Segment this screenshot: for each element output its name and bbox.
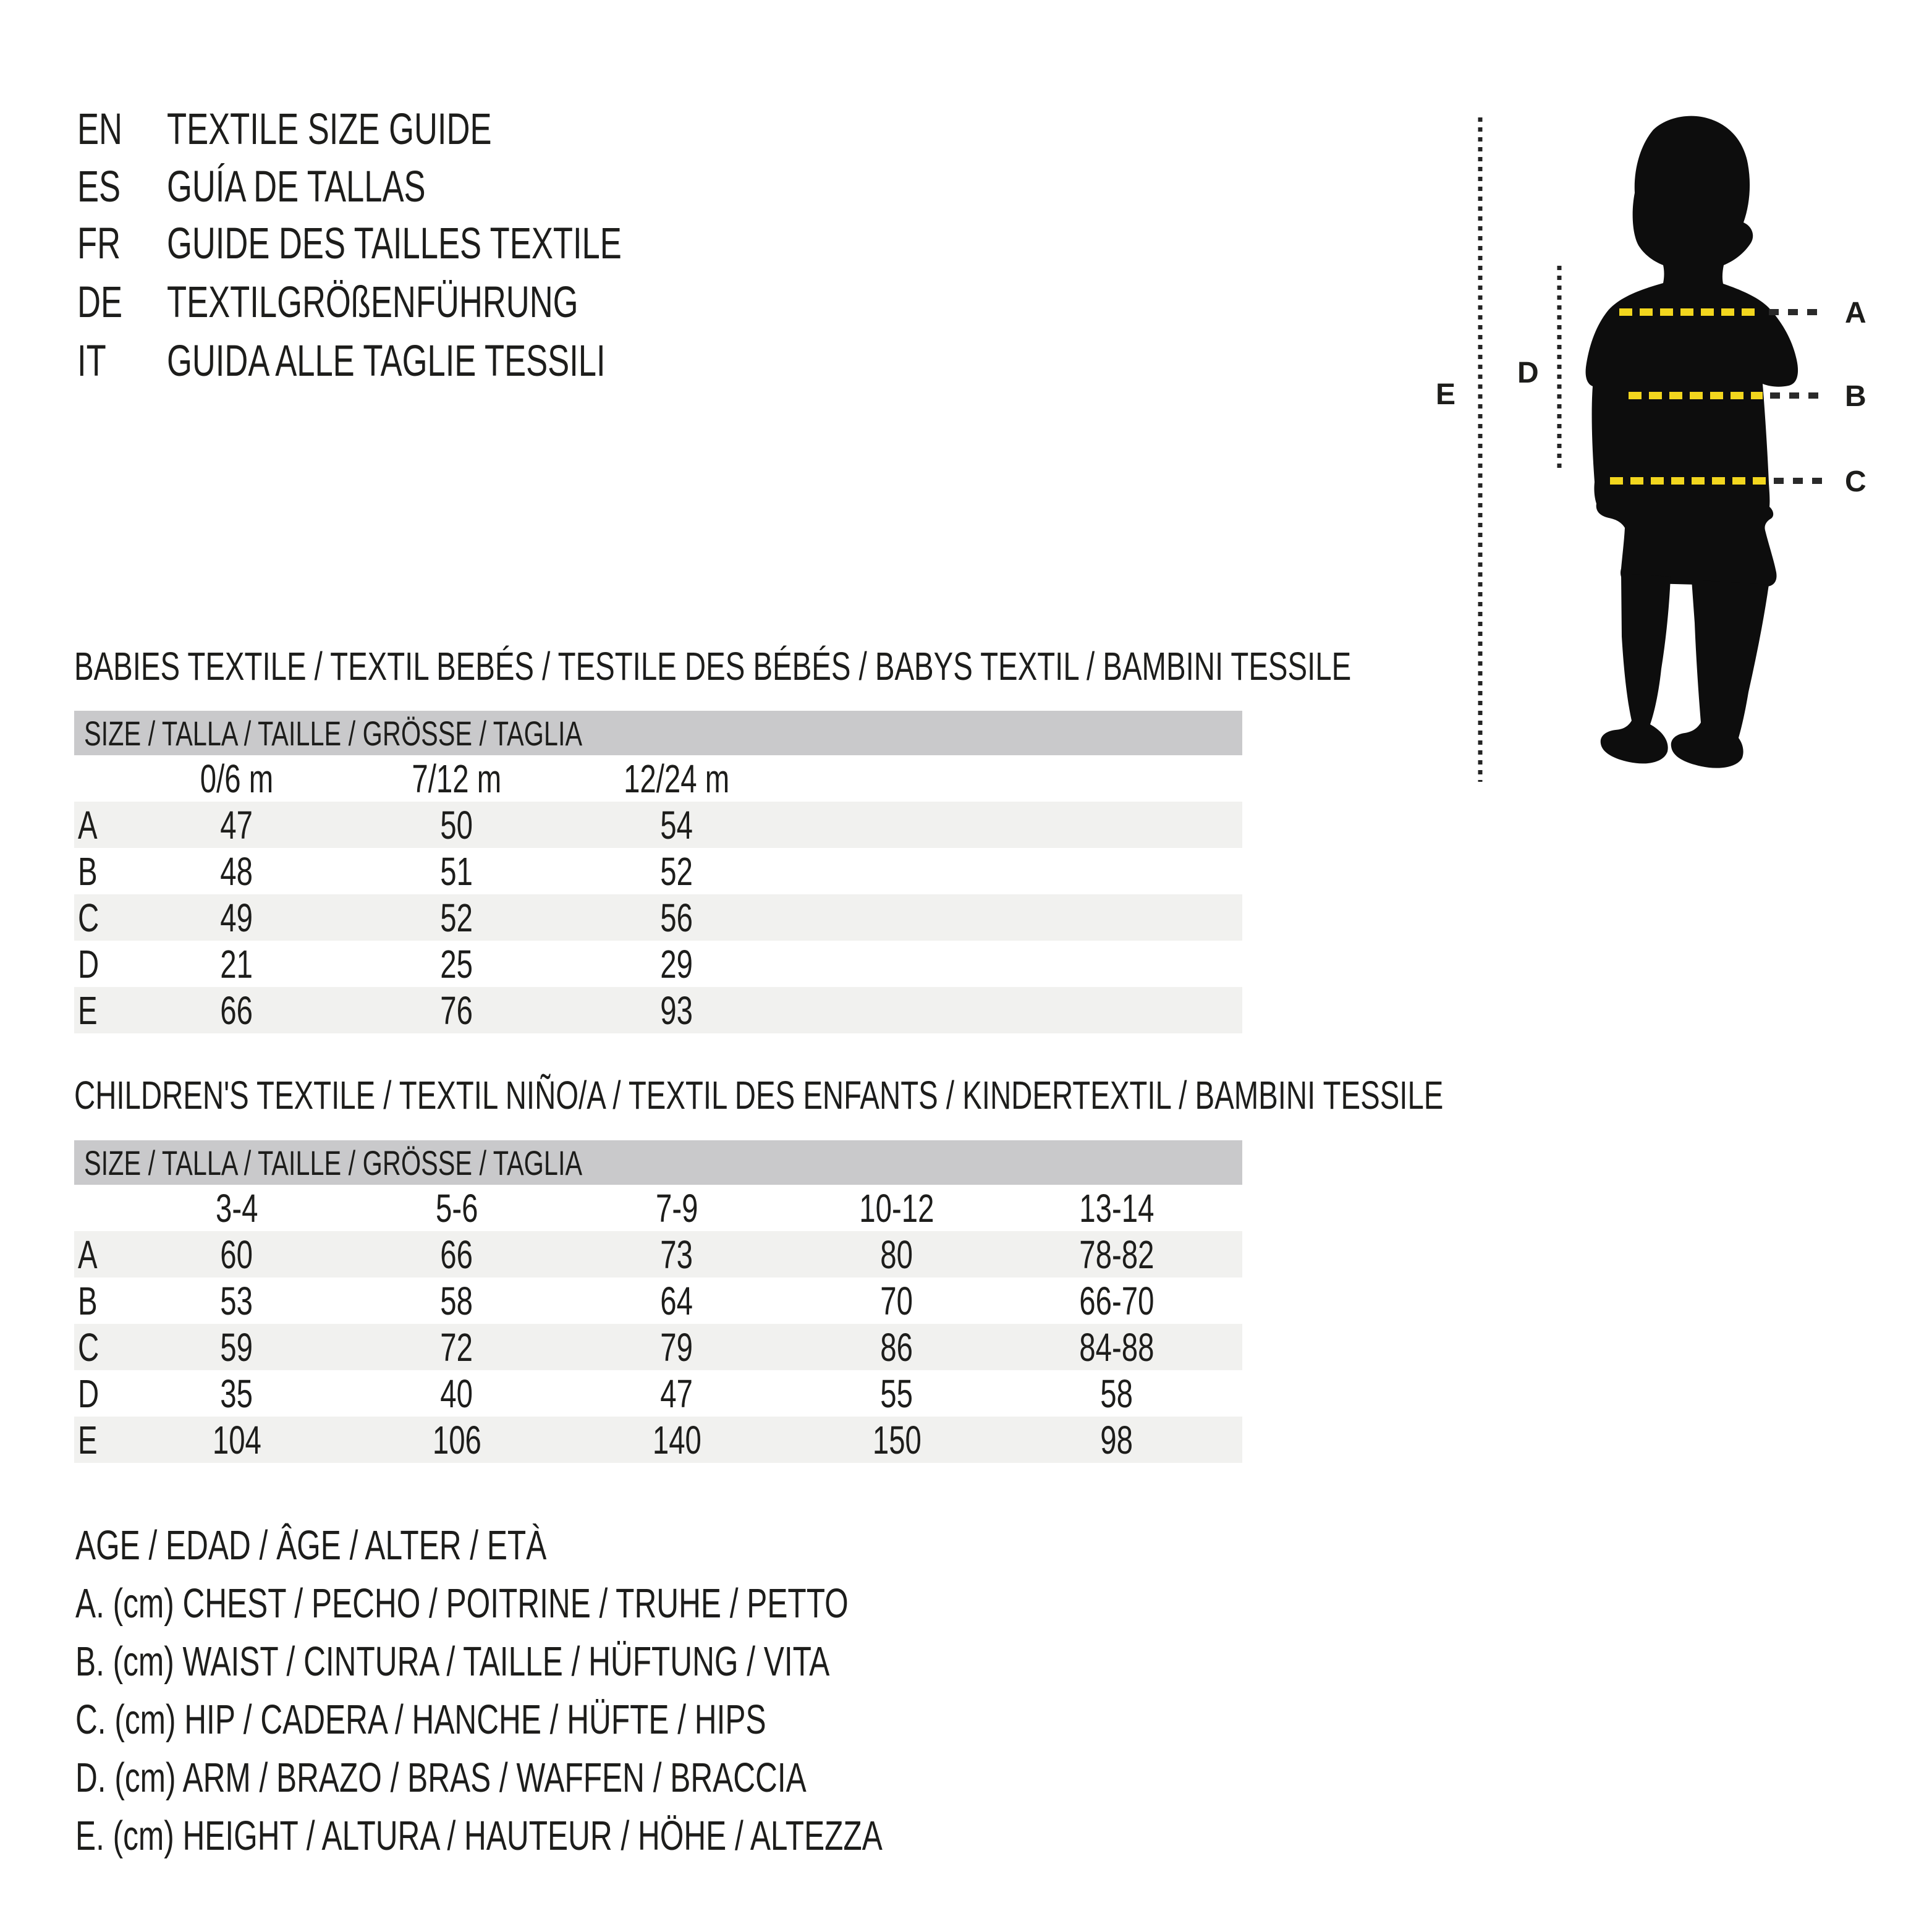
table-row bbox=[74, 802, 1242, 848]
table-cell: 70 bbox=[880, 1278, 913, 1323]
row-label: A bbox=[78, 802, 98, 847]
table-cell: 21 bbox=[220, 941, 253, 986]
column-header: 13-14 bbox=[1079, 1185, 1155, 1231]
table-cell: 76 bbox=[440, 988, 473, 1033]
babies-size-header-bar: SIZE / TALLA / TAILLE / GRÖSSE / TAGLIA bbox=[74, 711, 1242, 755]
legend-line-age: AGE / EDAD / ÂGE / ALTER / ETÀ bbox=[75, 1522, 547, 1569]
children-size-header-bar: SIZE / TALLA / TAILLE / GRÖSSE / TAGLIA bbox=[74, 1140, 1242, 1185]
hip-label: C bbox=[1845, 465, 1866, 498]
table-cell: 93 bbox=[660, 988, 693, 1033]
table-cell: 52 bbox=[440, 895, 473, 940]
height-label: E bbox=[1436, 378, 1456, 411]
row-label: B bbox=[78, 1278, 98, 1323]
waist-label: B bbox=[1845, 380, 1866, 413]
table-cell: 66 bbox=[440, 1232, 473, 1277]
lang-row-de bbox=[0, 273, 1360, 332]
silhouette-body bbox=[1586, 116, 1799, 587]
table-cell: 72 bbox=[440, 1324, 473, 1370]
table-cell: 104 bbox=[212, 1417, 261, 1462]
table-row bbox=[74, 894, 1242, 941]
table-cell: 66-70 bbox=[1079, 1278, 1155, 1323]
row-label: D bbox=[78, 941, 100, 986]
legend-line-height: E. (cm) HEIGHT / ALTURA / HAUTEUR / HÖHE / ALTEZZA bbox=[75, 1813, 883, 1859]
row-label: E bbox=[78, 988, 98, 1033]
table-cell: 54 bbox=[660, 802, 693, 847]
child-measurement-figure bbox=[1415, 108, 1904, 788]
table-cell: 84-88 bbox=[1079, 1324, 1155, 1370]
chest-label: A bbox=[1845, 297, 1866, 329]
table-cell: 51 bbox=[440, 849, 473, 894]
lang-code: FR bbox=[77, 219, 121, 268]
lang-row-en bbox=[0, 100, 1360, 159]
lang-title: GUIDA ALLE TAGLIE TESSILI bbox=[167, 337, 606, 386]
row-label: D bbox=[78, 1371, 100, 1416]
table-cell: 58 bbox=[1100, 1371, 1133, 1416]
table-cell: 98 bbox=[1100, 1417, 1133, 1462]
table-cell: 106 bbox=[432, 1417, 481, 1462]
table-cell: 150 bbox=[872, 1417, 922, 1462]
column-header: 12/24 m bbox=[624, 756, 730, 801]
babies-size-table bbox=[74, 711, 1242, 1033]
lang-code: ES bbox=[77, 163, 121, 211]
table-cell: 29 bbox=[660, 941, 693, 986]
table-cell: 66 bbox=[220, 988, 253, 1033]
table-cell: 47 bbox=[220, 802, 253, 847]
table-cell: 50 bbox=[440, 802, 473, 847]
table-cell: 73 bbox=[660, 1232, 693, 1277]
children-size-table bbox=[74, 1140, 1242, 1463]
lang-code: EN bbox=[77, 105, 122, 154]
legend-line-chest: A. (cm) CHEST / PECHO / POITRINE / TRUHE / PETTO bbox=[75, 1580, 849, 1627]
table-cell: 86 bbox=[880, 1324, 913, 1370]
legend-line-waist: B. (cm) WAIST / CINTURA / TAILLE / HÜFTUNG / VITA bbox=[75, 1638, 830, 1685]
babies-section-title: BABIES TEXTILE / TEXTIL BEBÉS / TESTILE DES BÉBÉS / BABYS TEXTIL / BAMBINI TESSILE bbox=[74, 644, 1352, 688]
table-row bbox=[74, 1231, 1242, 1277]
column-header: 10-12 bbox=[859, 1185, 934, 1231]
lang-row-it bbox=[0, 332, 1360, 391]
children-section-title: CHILDREN'S TEXTILE / TEXTIL NIÑO/A / TEXTIL DES ENFANTS / KINDERTEXTIL / BAMBINI TESSILE bbox=[74, 1073, 1444, 1117]
table-cell: 79 bbox=[660, 1324, 693, 1370]
table-row bbox=[74, 1417, 1242, 1463]
column-header: 0/6 m bbox=[200, 756, 274, 801]
lang-title: TEXTILE SIZE GUIDE bbox=[167, 105, 492, 154]
legend-line-arm: D. (cm) ARM / BRAZO / BRAS / WAFFEN / BRACCIA bbox=[75, 1755, 807, 1801]
silhouette-left-leg bbox=[1601, 574, 1671, 763]
table-cell: 60 bbox=[220, 1232, 253, 1277]
table-cell: 55 bbox=[880, 1371, 913, 1416]
child-silhouette bbox=[1586, 116, 1799, 768]
table-cell: 52 bbox=[660, 849, 693, 894]
column-header: 7-9 bbox=[655, 1185, 698, 1231]
table-cell: 25 bbox=[440, 941, 473, 986]
lang-title: GUIDE DES TAILLES TEXTILE bbox=[167, 219, 622, 268]
table-cell: 53 bbox=[220, 1278, 253, 1323]
table-cell: 47 bbox=[660, 1371, 693, 1416]
table-cell: 40 bbox=[440, 1371, 473, 1416]
table-row bbox=[74, 1370, 1242, 1417]
arm-label: D bbox=[1517, 357, 1539, 389]
lang-code: IT bbox=[77, 337, 106, 386]
column-header: 3-4 bbox=[215, 1185, 258, 1231]
legend-line-hip: C. (cm) HIP / CADERA / HANCHE / HÜFTE / HIPS bbox=[75, 1697, 766, 1743]
lang-code: DE bbox=[77, 278, 122, 327]
table-cell: 48 bbox=[220, 849, 253, 894]
table-cell: 58 bbox=[440, 1278, 473, 1323]
column-header: 5-6 bbox=[435, 1185, 478, 1231]
column-header: 7/12 m bbox=[412, 756, 502, 801]
babies-column-header-row bbox=[74, 755, 1242, 802]
row-label: C bbox=[78, 895, 100, 940]
row-label: A bbox=[78, 1232, 98, 1277]
silhouette-right-leg bbox=[1671, 580, 1769, 768]
table-row bbox=[74, 987, 1242, 1033]
table-row bbox=[74, 848, 1242, 894]
row-label: C bbox=[78, 1324, 100, 1370]
table-cell: 140 bbox=[652, 1417, 701, 1462]
lang-row-fr bbox=[0, 214, 1360, 273]
row-label: E bbox=[78, 1417, 98, 1462]
table-row bbox=[74, 941, 1242, 987]
lang-row-es bbox=[0, 158, 1360, 216]
lang-title: GUÍA DE TALLAS bbox=[167, 163, 426, 211]
table-cell: 35 bbox=[220, 1371, 253, 1416]
table-cell: 56 bbox=[660, 895, 693, 940]
children-column-header-row bbox=[74, 1185, 1242, 1231]
table-cell: 49 bbox=[220, 895, 253, 940]
table-row bbox=[74, 1324, 1242, 1370]
table-cell: 59 bbox=[220, 1324, 253, 1370]
table-cell: 64 bbox=[660, 1278, 693, 1323]
table-cell: 78-82 bbox=[1079, 1232, 1155, 1277]
lang-title: TEXTILGRÖßENFÜHRUNG bbox=[167, 278, 578, 327]
table-cell: 80 bbox=[880, 1232, 913, 1277]
row-label: B bbox=[78, 849, 98, 894]
table-row bbox=[74, 1277, 1242, 1324]
